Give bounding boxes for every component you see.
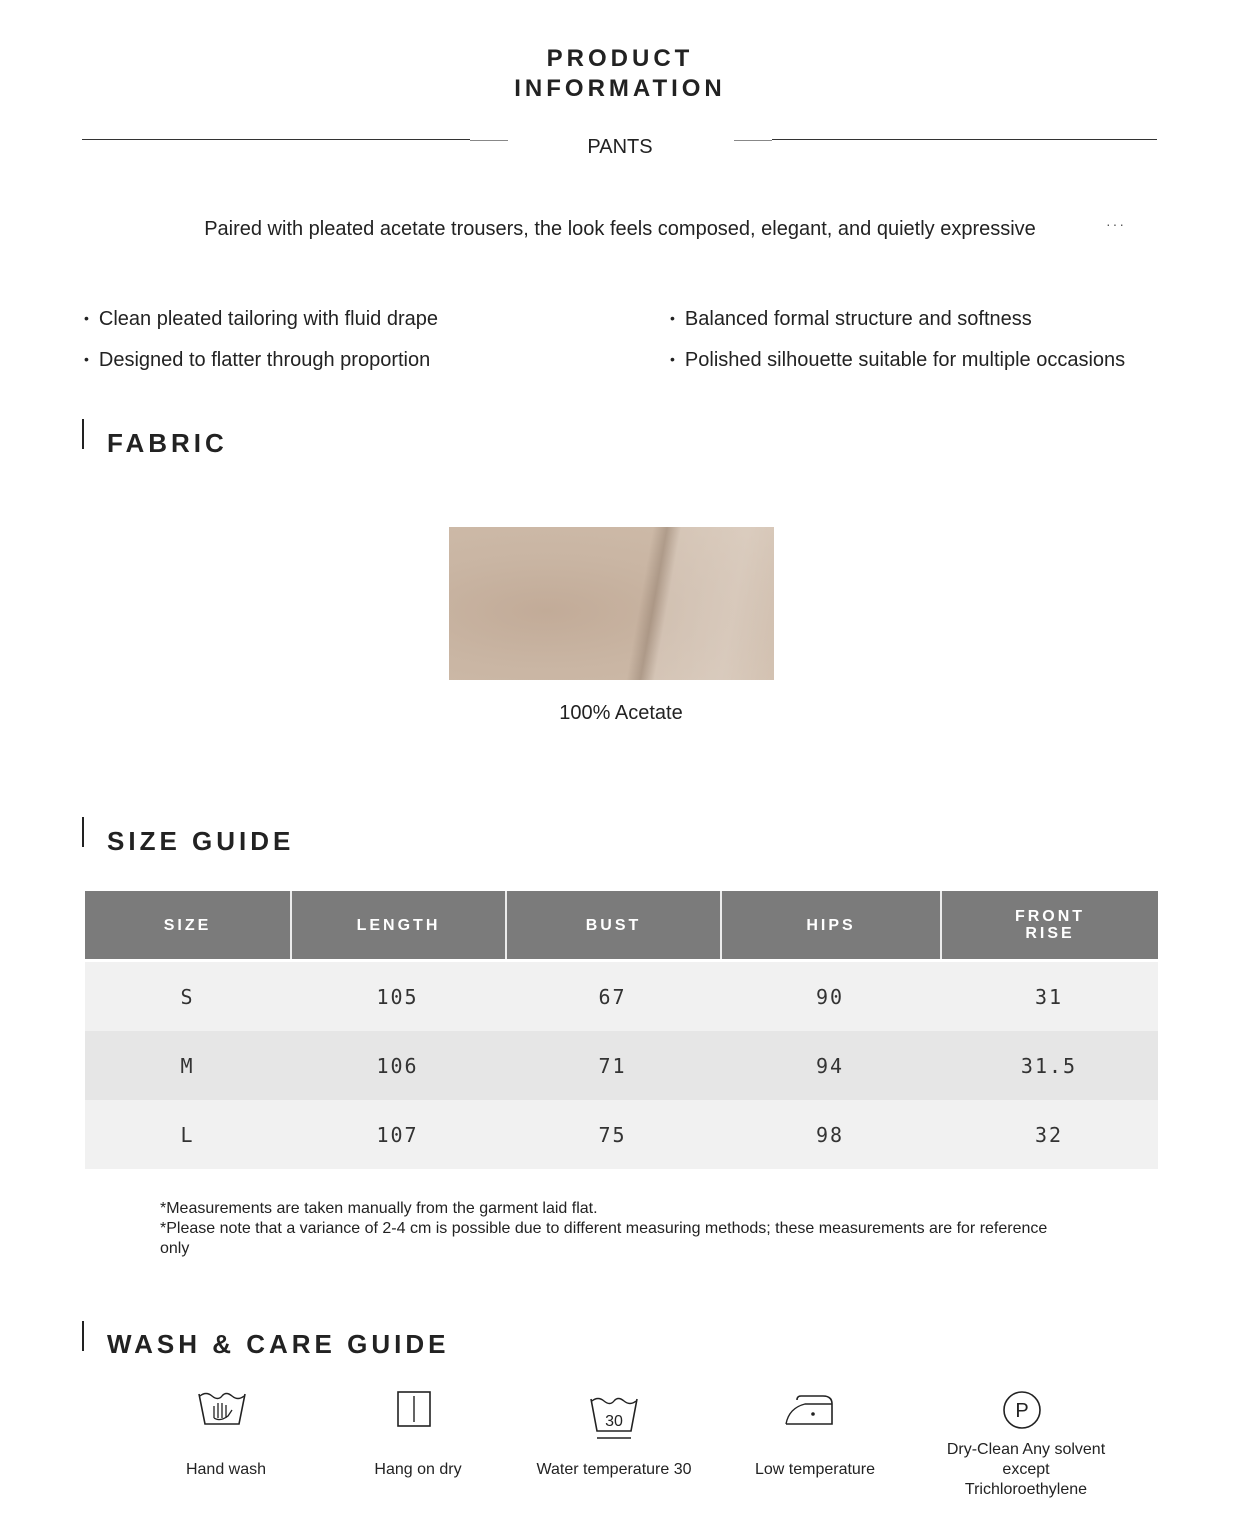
care-guide-heading: WASH & CARE GUIDE: [107, 1329, 450, 1359]
table-cell: 98: [815, 1122, 845, 1147]
table-cell: 67: [598, 984, 627, 1009]
table-row: [85, 962, 1158, 1031]
section-marker: [82, 817, 84, 847]
table-cell: 105: [376, 984, 419, 1009]
column-header-bust: BUST: [505, 891, 720, 959]
feature-text: Designed to flatter through proportion: [98, 349, 431, 371]
feature-text: Clean pleated tailoring with fluid drape: [98, 308, 439, 330]
dry-clean-icon: [1002, 1390, 1042, 1430]
divider-left: [82, 139, 470, 140]
care-label-hang-dry: Hang on dry: [374, 1461, 462, 1478]
category-label: PANTS: [587, 136, 653, 158]
title-line-2: INFORMATION: [514, 75, 726, 102]
water-temperature-value: 30: [605, 1413, 623, 1430]
care-label-dry-clean: Dry-Clean Any solvent except Trichloroethylene: [946, 1441, 1106, 1498]
feature-item: [670, 349, 1125, 372]
table-row: [85, 1031, 1158, 1100]
ellipsis-mark: ···: [1106, 216, 1126, 232]
hand-wash-icon: [196, 1388, 248, 1430]
measurement-notes: [160, 1199, 1060, 1259]
measurement-note-1: *Measurements are taken manually from the garment laid flat.: [160, 1200, 598, 1217]
divider-right-tail: [734, 140, 772, 141]
care-label-low-temperature: Low temperature: [754, 1461, 876, 1478]
column-header-size: SIZE: [163, 916, 212, 934]
bullet-dot: •: [670, 310, 675, 326]
column-header-length: LENGTH: [290, 891, 505, 959]
low-temperature-iron-icon: [783, 1390, 835, 1430]
dry-clean-letter: P: [1015, 1400, 1029, 1422]
divider-right: [772, 139, 1157, 140]
feature-item: [670, 308, 1032, 331]
intro-text: Paired with pleated acetate trousers, the look feels composed, elegant, and quietly expressive: [204, 218, 1036, 240]
size-table: [85, 891, 1158, 1169]
table-cell: 31: [1034, 984, 1064, 1009]
section-marker: [82, 419, 84, 449]
page-title: [0, 44, 1240, 104]
table-header: [85, 891, 1158, 959]
column-header-front-rise: FRONT RISE: [940, 891, 1158, 959]
feature-text: Polished silhouette suitable for multiple occasions: [684, 349, 1126, 371]
size-guide-heading: SIZE GUIDE: [107, 826, 295, 856]
bullet-dot: •: [670, 351, 675, 367]
table-cell: S: [180, 984, 195, 1009]
feature-item: [84, 349, 430, 372]
table-cell: 90: [815, 984, 845, 1009]
column-header-hips: HIPS: [720, 891, 940, 959]
hang-dry-icon: [396, 1390, 432, 1428]
feature-item: [84, 308, 438, 331]
table-cell: 106: [376, 1053, 419, 1078]
care-label-hand-wash: Hand wash: [185, 1461, 267, 1478]
fabric-swatch: [449, 527, 774, 680]
table-row: [85, 1100, 1158, 1169]
fabric-composition: 100% Acetate: [559, 702, 683, 724]
bullet-dot: •: [84, 351, 89, 367]
feature-text: Balanced formal structure and softness: [684, 308, 1032, 330]
water-temperature-icon: [588, 1393, 640, 1441]
fabric-heading: FABRIC: [107, 428, 228, 458]
table-cell: 94: [815, 1053, 845, 1078]
section-marker: [82, 1321, 84, 1351]
divider-left-tail: [470, 140, 508, 141]
measurement-note-2: *Please note that a variance of 2-4 cm is possible due to different measuring methods; these measurements are for reference only: [160, 1220, 1048, 1257]
bullet-dot: •: [84, 310, 89, 326]
table-cell: 107: [376, 1122, 419, 1147]
table-cell: L: [180, 1122, 195, 1147]
table-cell: 32: [1034, 1122, 1064, 1147]
table-cell: M: [180, 1053, 195, 1078]
table-cell: 71: [598, 1053, 627, 1078]
table-cell: 75: [598, 1122, 627, 1147]
table-cell: 31.5: [1020, 1053, 1078, 1078]
title-line-1: PRODUCT: [546, 45, 694, 72]
care-label-water-temperature: Water temperature 30: [536, 1461, 692, 1478]
